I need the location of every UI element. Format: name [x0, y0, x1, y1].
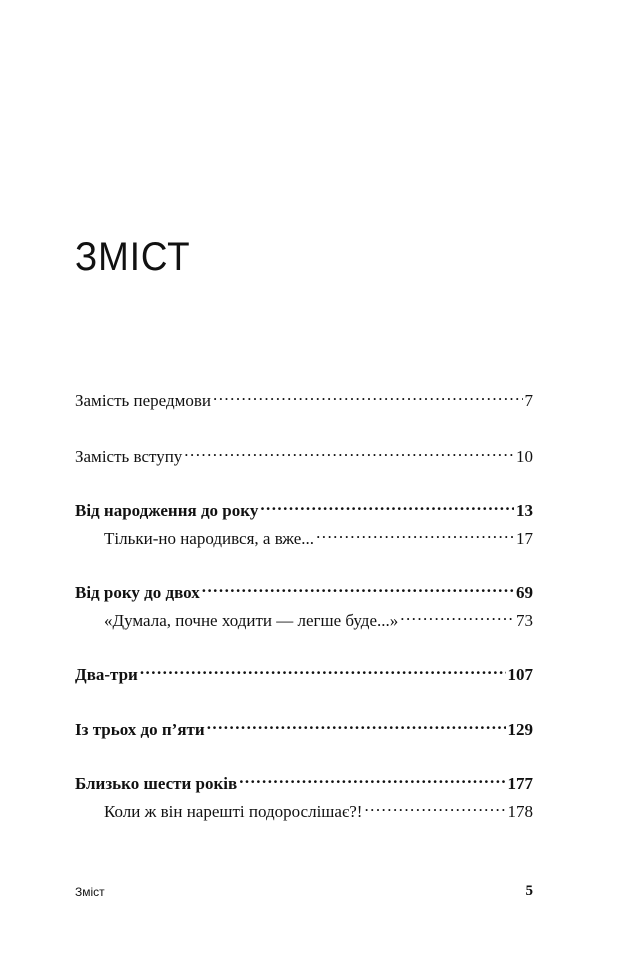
dot-leader	[213, 384, 522, 406]
dot-leader	[207, 713, 506, 735]
toc-entry-label: Із трьох до п’яти	[75, 720, 205, 739]
toc-entry-subsection-just-born	[104, 522, 533, 550]
toc-entry-page: 69	[516, 583, 533, 602]
toc-entry-label: Коли ж він нарешті подорослішає?!	[104, 802, 363, 821]
dot-leader	[184, 440, 514, 462]
toc-entry-chapter-birth-to-one	[75, 494, 533, 522]
page-number: 5	[525, 883, 533, 899]
dot-leader	[316, 522, 514, 544]
toc-entry-label: Два-три	[75, 665, 138, 684]
toc-entry-preface	[75, 384, 533, 412]
dot-leader	[140, 658, 506, 680]
running-title: Зміст	[75, 885, 105, 899]
toc-entry-page: 13	[516, 501, 533, 520]
toc-entry-page: 17	[516, 529, 533, 548]
toc-entry-label: «Думала, почне ходити — легше буде...»	[104, 611, 399, 630]
toc-entry-chapter-three-to-five	[75, 713, 533, 741]
dot-leader	[400, 604, 514, 626]
toc-entry-label: Від року до двох	[75, 583, 200, 602]
toc-entry-chapter-one-to-two	[75, 576, 533, 604]
dot-leader	[239, 767, 505, 789]
page-title: ЗМІСТ	[75, 235, 191, 279]
toc-entry-page: 73	[516, 611, 533, 630]
toc-entry-label: Близько шести років	[75, 774, 238, 793]
dot-leader	[364, 795, 505, 817]
dot-leader	[202, 576, 514, 598]
toc-entry-subsection-walking	[104, 604, 533, 632]
toc-entry-page: 178	[507, 802, 533, 821]
toc-entry-label: Від народження до року	[75, 501, 259, 520]
toc-entry-chapter-about-six	[75, 767, 533, 795]
toc-entry-chapter-two-three	[75, 658, 533, 686]
toc-entry-page: 10	[516, 447, 533, 466]
toc-entry-label: Замість передмови	[75, 391, 212, 410]
toc-entry-page: 129	[507, 720, 533, 739]
toc-entry-page: 107	[507, 665, 533, 684]
toc-entry-introduction	[75, 440, 533, 468]
toc-entry-label: Замість вступу	[75, 447, 183, 466]
toc-entry-page: 177	[507, 774, 533, 793]
toc-entry-page: 7	[524, 391, 533, 410]
dot-leader	[260, 494, 514, 516]
toc-entry-subsection-grow-up	[104, 795, 533, 823]
toc-entry-label: Тільки-но народився, а вже...	[104, 529, 315, 548]
